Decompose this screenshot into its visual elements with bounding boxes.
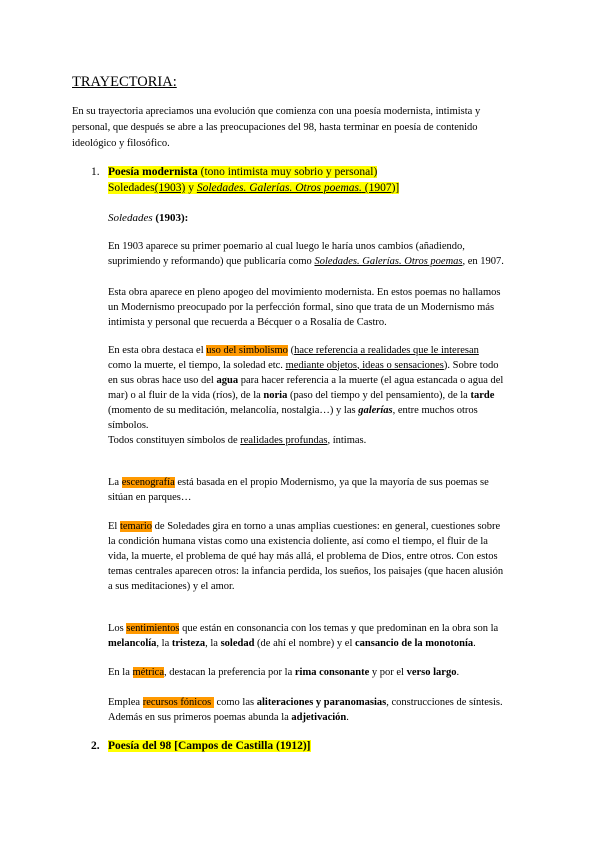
text-run: Emplea xyxy=(108,696,143,708)
highlighted-keyword: sentimientos xyxy=(126,622,180,634)
text-run: Todos constituyen símbolos de xyxy=(108,434,241,446)
text-run: un Modernismo preocupado por la perfección formal, sino que trata de un Modernismo más xyxy=(108,301,495,313)
text-run: , construcciones de síntesis. xyxy=(386,696,503,708)
underlined-year: (1907)] xyxy=(361,182,400,194)
bold-keyword: rima consonante xyxy=(294,666,370,678)
text-run: ( xyxy=(287,344,295,356)
list-item-body xyxy=(108,164,399,196)
underlined-year: (1903) xyxy=(154,182,186,194)
paragraph-line xyxy=(108,534,503,549)
text-run: temas centrales aparecen otros: la infancia perdida, los sueños, los paisajes (que hacen alusión xyxy=(108,565,504,577)
bold-keyword: cansancio de la monotonía xyxy=(355,637,474,649)
text-run: como la muerte, el tiempo, la soledad etc. xyxy=(108,359,286,371)
text-run: de Soledades gira en torno a unas amplias cuestiones: en general, cuestiones sobre xyxy=(152,520,501,532)
text-run: El xyxy=(108,520,120,532)
highlighted-text: Soledades xyxy=(108,182,155,194)
work-title: Soledades. Galerías. Otros poemas xyxy=(314,255,463,267)
paragraph-line xyxy=(108,475,489,490)
highlighted-heading-term: Poesía modernista xyxy=(108,166,198,178)
bold-year: (1903): xyxy=(152,211,189,224)
text-run: . xyxy=(346,711,349,723)
highlighted-text: (tono intimista muy sobrio y personal) xyxy=(197,166,378,178)
text-run: vida, la muerte, el problema de qué hay más allá, el problema de Dios, entre otros. Con estos xyxy=(108,550,498,562)
text-run: En su trayectoria apreciamos una evolución que comienza con una poesía modernista, intimista y xyxy=(72,106,481,117)
paragraph-line xyxy=(108,254,504,269)
soledades-subheading xyxy=(108,211,188,226)
intro-paragraph xyxy=(72,104,480,152)
highlighted-keyword: uso del simbolismo xyxy=(206,344,288,356)
text-run: y por el xyxy=(369,666,407,678)
paragraph-line xyxy=(108,665,459,680)
paragraph-line xyxy=(108,519,503,534)
first-poemario-paragraph xyxy=(108,239,504,269)
text-run: (momento de su meditación, melancolía, nostalgia…) y las xyxy=(108,404,359,416)
text-run: suprimiendo y reformando) que publicaría como xyxy=(108,255,315,267)
paragraph-line xyxy=(72,136,480,152)
subheading-line xyxy=(108,211,188,226)
bold-keyword: adjetivación xyxy=(291,711,347,723)
document-title: TRAYECTORIA: xyxy=(72,74,177,90)
text-run: sitúan en parques… xyxy=(108,491,192,503)
highlighted-keyword: temario xyxy=(119,520,153,532)
highlighted-keyword: escenografía xyxy=(121,476,175,488)
paragraph-line xyxy=(108,695,503,710)
text-run: En 1903 aparece su primer poemario al cual luego le haría unos cambios (añadiendo, xyxy=(108,240,465,252)
text-run: ). Sobre todo xyxy=(443,359,499,371)
paragraph-line xyxy=(108,343,503,358)
paragraph-line xyxy=(108,564,503,579)
text-run: a sus meditaciones) y el amor. xyxy=(108,580,235,592)
text-run: La xyxy=(108,476,122,488)
paragraph-line xyxy=(72,120,480,136)
work-title: Soledades. Galerías. Otros poemas. xyxy=(196,182,362,194)
bold-keyword: galerías xyxy=(358,404,393,416)
text-run: . xyxy=(473,637,476,649)
paragraph-line xyxy=(108,373,503,388)
text-run: , la xyxy=(156,637,172,649)
bold-keyword: agua xyxy=(216,374,239,386)
bold-keyword: soledad xyxy=(220,637,255,649)
text-run: Los xyxy=(108,622,127,634)
highlighted-text: y xyxy=(185,182,197,194)
highlighted-heading-term: Poesía del 98 [Campos de Castilla (1912)] xyxy=(108,740,311,752)
text-run: mar) o al fluir de la vida (ríos), de la xyxy=(108,389,264,401)
text-run: Además en sus primeros poemas abunda la xyxy=(108,711,292,723)
paragraph-line xyxy=(108,433,503,448)
paragraph-line xyxy=(108,388,503,403)
text-run: Esta obra aparece en pleno apogeo del movimiento modernista. En estos poemas no hallamos xyxy=(108,286,501,298)
modernism-context-paragraph xyxy=(108,285,500,330)
text-run: que están en consonancia con los temas y que predominan en la obra son la xyxy=(179,622,499,634)
text-run: . xyxy=(456,666,460,678)
paragraph-line xyxy=(108,285,500,300)
bold-keyword: tristeza xyxy=(171,637,206,649)
list-item-modernist-poetry xyxy=(91,164,399,196)
paragraph-line xyxy=(108,549,503,564)
paragraph-line xyxy=(108,621,498,636)
feelings-paragraph xyxy=(108,621,498,651)
paragraph-line xyxy=(108,418,503,433)
paragraph-line xyxy=(108,636,498,651)
text-run: en sus obras hace uso del xyxy=(108,374,217,386)
scenography-paragraph xyxy=(108,475,489,505)
work-title: Soledades xyxy=(108,211,153,224)
list-item-line xyxy=(108,164,399,180)
paragraph-line xyxy=(108,579,503,594)
text-run: está basada en el propio Modernismo, ya que la mayoría de sus poemas se xyxy=(174,476,489,488)
paragraph-line xyxy=(108,710,503,725)
text-run: (paso del tiempo y del pensamiento), de la xyxy=(287,389,471,401)
list-number: 1. xyxy=(91,166,100,178)
list-item-line xyxy=(108,180,399,196)
text-run: (de ahí el nombre) y el xyxy=(254,637,355,649)
text-run: símbolos. xyxy=(108,419,149,431)
bold-keyword: verso largo xyxy=(406,666,457,678)
paragraph-line xyxy=(108,403,503,418)
highlighted-keyword: métrica xyxy=(132,666,164,678)
text-run: , destacan la preferencia por la xyxy=(163,666,295,678)
text-run: , íntimas. xyxy=(327,434,367,446)
text-run: En la xyxy=(108,666,133,678)
paragraph-line xyxy=(108,490,489,505)
highlighted-keyword: recursos fónicos xyxy=(142,696,214,708)
underlined-phrase: mediante objetos, ideas o sensaciones xyxy=(285,359,444,371)
text-run: como las xyxy=(213,696,257,708)
paragraph-line xyxy=(108,315,500,330)
text-run: intimista y personal que recuerda a Bécquer o a Rosalía de Castro. xyxy=(108,316,387,328)
list-item-poetry-of-98 xyxy=(91,738,311,754)
text-run: , entre muchos otros xyxy=(392,404,478,416)
list-number: 2. xyxy=(91,740,100,752)
bold-keyword: tarde xyxy=(470,389,495,401)
text-run: En esta obra destaca el xyxy=(108,344,207,356)
list-item-body xyxy=(108,738,311,754)
underlined-phrase: realidades profundas xyxy=(240,434,328,446)
metrics-paragraph xyxy=(108,665,459,680)
paragraph-line xyxy=(108,358,503,373)
paragraph-line xyxy=(108,300,500,315)
text-run: , la xyxy=(205,637,221,649)
bold-keyword: melancolía xyxy=(108,637,157,649)
phonetic-resources-paragraph xyxy=(108,695,503,725)
text-run: la condición humana vistas como una existencia doliente, así como el tiempo, el fluir de la xyxy=(108,535,488,547)
bold-keyword: noria xyxy=(263,389,288,401)
underlined-phrase: hace referencia a realidades que le interesan xyxy=(294,344,479,356)
paragraph-line xyxy=(108,239,504,254)
text-run: ideológico y filosófico. xyxy=(72,138,170,149)
themes-paragraph xyxy=(108,519,503,594)
list-item-line xyxy=(108,738,311,754)
paragraph-line xyxy=(72,104,480,120)
bold-keyword: aliteraciones y paranomasias xyxy=(256,696,387,708)
text-run: para hacer referencia a la muerte (el agua estancada o agua del xyxy=(238,374,504,386)
symbolism-paragraph xyxy=(108,343,503,448)
text-run: personal, que después se abre a las preocupaciones del 98, hasta terminar en poesía de contenido xyxy=(72,122,478,133)
text-run: , en 1907. xyxy=(462,255,504,267)
